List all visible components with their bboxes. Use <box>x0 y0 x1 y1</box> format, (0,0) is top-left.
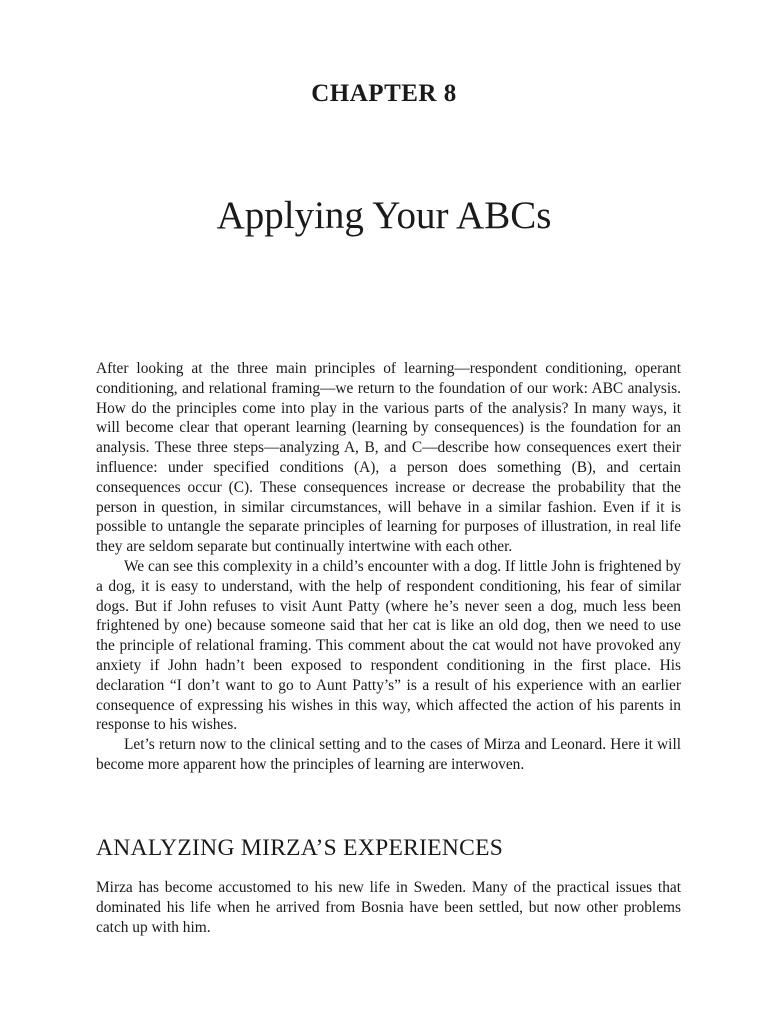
paragraph: After looking at the three main principles of learning—respondent conditioning, operant conditioning, and relational framing—we return to the foundation of our work: ABC analysis. How do the principles come into play in the various parts of the analysis? In many ways, it will become clear that operant learning (learning by consequences) is the foundation for an analysis. These three steps—analyzing A, B, and C—describe how consequences exert their influence: under specified conditions (A), a person does something (B), and certain consequences occur (C). These consequences increase or decrease the probability that the person in question, in similar circumstances, will behave in a similar fashion. Even if it is possible to untangle the separate principles of learning for purposes of illustration, in real life they are seldom separate but continually intertwine with each other. <box>96 360 681 556</box>
paragraph: We can see this complexity in a child’s encounter with a dog. If little John is frightened by a dog, it is easy to understand, with the help of respondent conditioning, his fear of similar dogs. But if John refuses to visit Aunt Patty (where he’s never seen a dog, much less been frightened by one) because someone said that her cat is like an old dog, then we need to use the principle of relational framing. This comment about the cat would not have provoked any anxiety if John hadn’t been exposed to respondent conditioning in the first place. His declaration “I don’t want to go to Aunt Patty’s” is a result of his experience with an earlier consequence of expressing his wishes in this way, which affected the action of his parents in response to his wishes. <box>96 557 681 734</box>
section-text <box>96 878 681 937</box>
chapter-label: CHAPTER 8 <box>311 80 457 107</box>
paragraph: Let’s return now to the clinical setting and to the cases of Mirza and Leonard. Here it will become more apparent how the principles of learning are interwoven. <box>96 736 681 773</box>
section-heading: ANALYZING MIRZA’S EXPERIENCES <box>96 835 504 861</box>
paragraph: Mirza has become accustomed to his new life in Sweden. Many of the practical issues that dominated his life when he arrived from Bosnia have been settled, but now other problems catch up with him. <box>96 879 681 936</box>
chapter-title: Applying Your ABCs <box>216 194 552 237</box>
intro-text <box>96 359 681 775</box>
